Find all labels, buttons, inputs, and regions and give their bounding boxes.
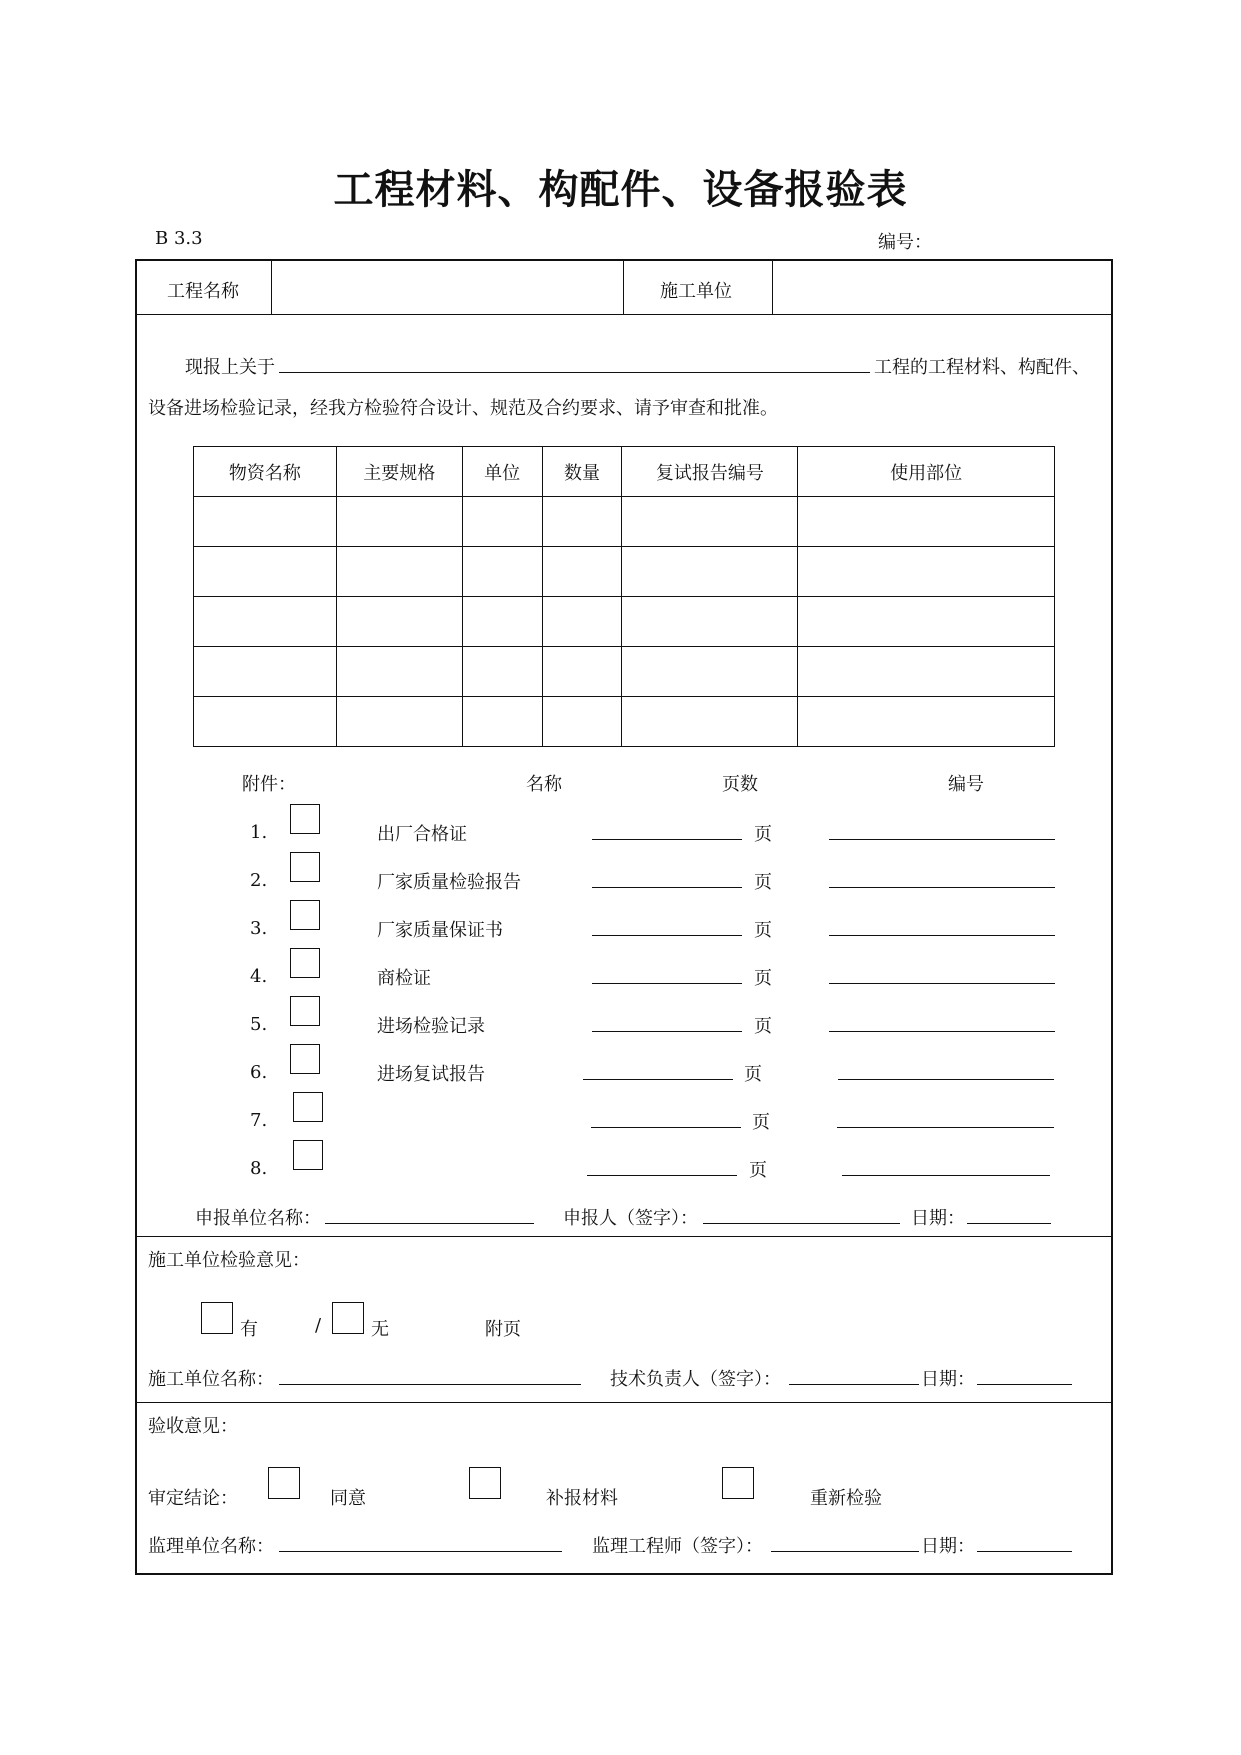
applicant-date-label: 日期： [911,1208,965,1229]
serial-label: 编号： [878,232,932,253]
attachment-page-unit: 页 [754,1016,772,1037]
attachment-pages-field[interactable] [592,887,742,888]
no-appendix-label: 无 [371,1319,389,1340]
contractor-unit-label: 施工单位名称： [148,1369,274,1390]
table-cell[interactable] [542,647,622,697]
section-divider [136,1236,1112,1237]
acceptance-date-label: 日期： [921,1536,975,1557]
table-cell[interactable] [622,697,798,747]
appendix-label: 附页 [485,1319,521,1340]
contractor-unit-field[interactable] [279,1384,581,1385]
section-divider [136,1402,1112,1403]
attachment-page-unit: 页 [754,872,772,893]
table-cell[interactable] [622,547,798,597]
attachment-checkbox[interactable] [290,948,320,978]
attachment-page-unit: 页 [744,1064,762,1085]
supervisor-unit-field[interactable] [279,1551,562,1552]
intro-project-line[interactable] [279,372,870,373]
attachment-checkbox[interactable] [290,852,320,882]
table-cell[interactable] [336,647,462,697]
attachments-col-number: 编号 [948,774,984,795]
header-divider [136,314,1112,315]
contractor-date-field[interactable] [977,1384,1072,1385]
table-cell[interactable] [542,597,622,647]
acceptance-date-field[interactable] [977,1551,1072,1552]
column-header: 使用部位 [798,447,1055,497]
table-cell[interactable] [542,697,622,747]
applicant-unit-field[interactable] [325,1223,534,1224]
attachment-number-field[interactable] [838,1079,1054,1080]
attachment-pages-field[interactable] [592,935,742,936]
applicant-date-field[interactable] [967,1223,1051,1224]
table-row [194,647,1055,697]
attachment-number-field[interactable] [829,839,1055,840]
attachment-pages-field[interactable] [592,983,742,984]
reinspect-label: 重新检验 [810,1488,882,1509]
attachment-number: 1. [250,822,268,843]
attachment-checkbox[interactable] [290,996,320,1026]
agree-label: 同意 [330,1488,366,1509]
intro-suffix: 工程的工程材料、构配件、 [874,357,1090,378]
table-cell[interactable] [798,547,1055,597]
materials-table [193,446,1055,747]
attachment-page-unit: 页 [752,1112,770,1133]
table-cell[interactable] [462,697,542,747]
table-cell[interactable] [462,597,542,647]
table-cell[interactable] [622,497,798,547]
table-cell[interactable] [336,547,462,597]
attachment-checkbox[interactable] [293,1140,323,1170]
table-row [194,697,1055,747]
table-cell[interactable] [462,647,542,697]
column-header: 单位 [462,447,542,497]
project-name-field[interactable] [274,262,621,312]
attachment-number: 6. [250,1062,268,1083]
table-cell[interactable] [542,497,622,547]
attachment-checkbox[interactable] [293,1092,323,1122]
attachment-name: 厂家质量保证书 [377,920,503,941]
attachment-name: 进场检验记录 [377,1016,485,1037]
table-cell[interactable] [194,497,337,547]
attachment-number: 7. [250,1110,268,1131]
attachment-checkbox[interactable] [290,900,320,930]
table-cell[interactable] [194,597,337,647]
attachment-pages-field[interactable] [587,1175,737,1176]
attachment-name: 进场复试报告 [377,1064,485,1085]
attachment-number-field[interactable] [829,887,1055,888]
column-header: 物资名称 [194,447,337,497]
attachment-name: 厂家质量检验报告 [377,872,521,893]
contractor-label: 施工单位 [660,281,732,302]
supplement-checkbox[interactable] [469,1467,501,1499]
attachments-col-name: 名称 [526,774,562,795]
table-cell[interactable] [622,597,798,647]
attachment-pages-field[interactable] [592,839,742,840]
acceptance-label: 验收意见： [148,1416,238,1437]
engineer-label: 监理工程师（签字）： [592,1536,763,1557]
contractor-opinion-label: 施工单位检验意见： [148,1250,310,1271]
table-cell[interactable] [462,547,542,597]
intro-prefix: 现报上关于 [185,357,275,378]
table-cell[interactable] [194,697,337,747]
attachment-pages-field[interactable] [592,1031,742,1032]
table-row [194,497,1055,547]
tech-lead-label: 技术负责人（签字）： [610,1369,781,1390]
attachments-col-pages: 页数 [722,774,758,795]
attachment-pages-field[interactable] [583,1079,733,1080]
project-name-label: 工程名称 [167,281,239,302]
slash-separator: / [315,1315,322,1336]
attachment-page-unit: 页 [754,824,772,845]
contractor-field[interactable] [775,262,1110,312]
form-code: B 3.3 [155,228,203,249]
attachment-page-unit: 页 [754,920,772,941]
attachments-label: 附件： [242,774,296,795]
table-cell[interactable] [798,697,1055,747]
attachment-number: 2. [250,870,268,891]
attachment-number-field[interactable] [829,1031,1055,1032]
attachment-number: 5. [250,1014,268,1035]
page-title: 工程材料、构配件、设备报验表 [333,166,908,213]
applicant-unit-label: 申报单位名称： [195,1208,321,1229]
agree-checkbox[interactable] [268,1467,300,1499]
table-cell[interactable] [622,647,798,697]
table-cell[interactable] [798,597,1055,647]
table-cell[interactable] [194,647,337,697]
attachment-number-field[interactable] [842,1175,1050,1176]
table-row [194,547,1055,597]
attachment-number: 4. [250,966,268,987]
table-row [194,597,1055,647]
attachment-pages-field[interactable] [591,1127,741,1128]
attachment-number-field[interactable] [837,1127,1054,1128]
attachment-number-field[interactable] [829,935,1055,936]
attachment-number: 8. [250,1158,268,1179]
intro-line2: 设备进场检验记录，经我方检验符合设计、规范及合约要求、请予审查和批准。 [148,398,778,419]
contractor-date-label: 日期： [921,1369,975,1390]
reinspect-checkbox[interactable] [722,1467,754,1499]
no-appendix-checkbox[interactable] [332,1302,364,1334]
tech-lead-signature-field[interactable] [789,1384,919,1385]
applicant-signature-field[interactable] [703,1223,900,1224]
table-cell[interactable] [336,697,462,747]
table-cell[interactable] [798,647,1055,697]
supplement-label: 补报材料 [546,1488,618,1509]
has-appendix-label: 有 [240,1319,258,1340]
table-cell[interactable] [462,497,542,547]
column-header: 数量 [542,447,622,497]
table-cell[interactable] [194,547,337,597]
conclusion-label: 审定结论： [148,1488,238,1509]
attachment-page-unit: 页 [754,968,772,989]
attachment-checkbox[interactable] [290,804,320,834]
supervisor-unit-label: 监理单位名称： [148,1536,274,1557]
table-header-row [194,447,1055,497]
attachment-number-field[interactable] [829,983,1055,984]
table-cell[interactable] [798,497,1055,547]
applicant-person-label: 申报人（签字）： [563,1208,698,1229]
column-header: 复试报告编号 [622,447,798,497]
has-appendix-checkbox[interactable] [201,1302,233,1334]
table-cell[interactable] [542,547,622,597]
column-header: 主要规格 [336,447,462,497]
attachment-name: 出厂合格证 [377,824,467,845]
table-cell[interactable] [336,497,462,547]
attachment-checkbox[interactable] [290,1044,320,1074]
attachment-name: 商检证 [377,968,431,989]
engineer-signature-field[interactable] [771,1551,919,1552]
attachment-number: 3. [250,918,268,939]
attachment-page-unit: 页 [749,1160,767,1181]
table-cell[interactable] [336,597,462,647]
